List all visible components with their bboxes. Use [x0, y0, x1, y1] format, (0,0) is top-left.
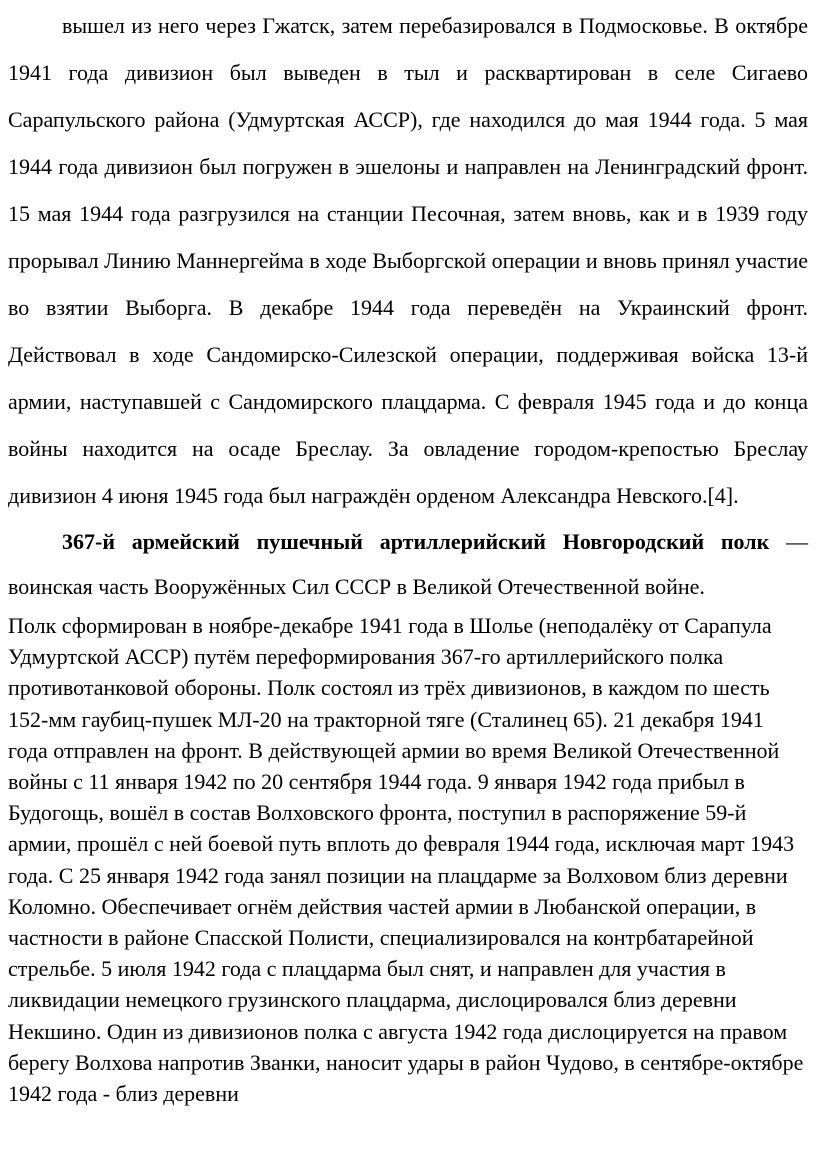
regiment-title: 367-й армейский пушечный артиллерийский Новгородский полк	[62, 529, 770, 554]
paragraph-regiment-heading	[8, 519, 808, 609]
paragraph-regiment-history: Полк сформирован в ноябре-декабре 1941 года в Шолье (неподалёку от Сарапула Удмуртской АССР) путём переформирования 367-го артиллерийского полка противотанковой обороны. Полк состоял из трёх дивизионов, в каждом по шесть 152-мм гаубиц-пушек МЛ-20 на тракторной тяге (Сталинец 65). 21 декабря 1941 года отправлен на фронт. В действующей армии во время Великой Отечественной войны с 11 января 1942 по 20 сентября 1944 года. 9 января 1942 года прибыл в Будогощь, вошёл в состав Волховского фронта, поступил в распоряжение 59-й армии, прошёл с ней боевой путь вплоть до февраля 1944 года, исключая март 1943 года. С 25 января 1942 года занял позиции на плацдарме за Волховом близ деревни Коломно. Обеспечивает огнём действия частей армии в Любанской операции, в частности в районе Спасской Полисти, специализировался на контрбатарейной стрельбе. 5 июля 1942 года с плацдарма был снят, и направлен для участия в ликвидации немецкого грузинского плацдарма, дислоцировался близ деревни Некшино. Один из дивизионов полка с августа 1942 года дислоцируется на правом берегу Волхова напротив Званки, наносит удары в район Чудово, в сентябре-октябре 1942 года - близ деревни	[8, 613, 804, 1107]
regiment-definition: — воинская часть Вооружённых Сил СССР в Великой Отечественной войне.	[8, 529, 808, 599]
paragraph-division-history: вышел из него через Гжатск, затем перебазировался в Подмосковье. В октябре 1941 года дивизион был выведен в тыл и расквартирован в селе Сигаево Сарапульского района (Удмуртская АССР), где находился до мая 1944 года. 5 мая 1944 года дивизион был погружен в эшелоны и направлен на Ленинградский фронт. 15 мая 1944 года разгрузился на станции Песочная, затем вновь, как и в 1939 году прорывал Линию Маннергейма в ходе Выборгской операции и вновь принял участие во взятии Выборга. В декабре 1944 года переведён на Украинский фронт. Действовал в ходе Сандомирско-Силезской операции, поддерживая войска 13-й армии, наступавшей с Сандомирского плацдарма. С февраля 1945 года и до конца войны находится на осаде Бреслау. За овладение городом-крепостью Бреслау дивизион 4 июня 1945 года был награждён орденом Александра Невского.[4].	[8, 13, 808, 508]
